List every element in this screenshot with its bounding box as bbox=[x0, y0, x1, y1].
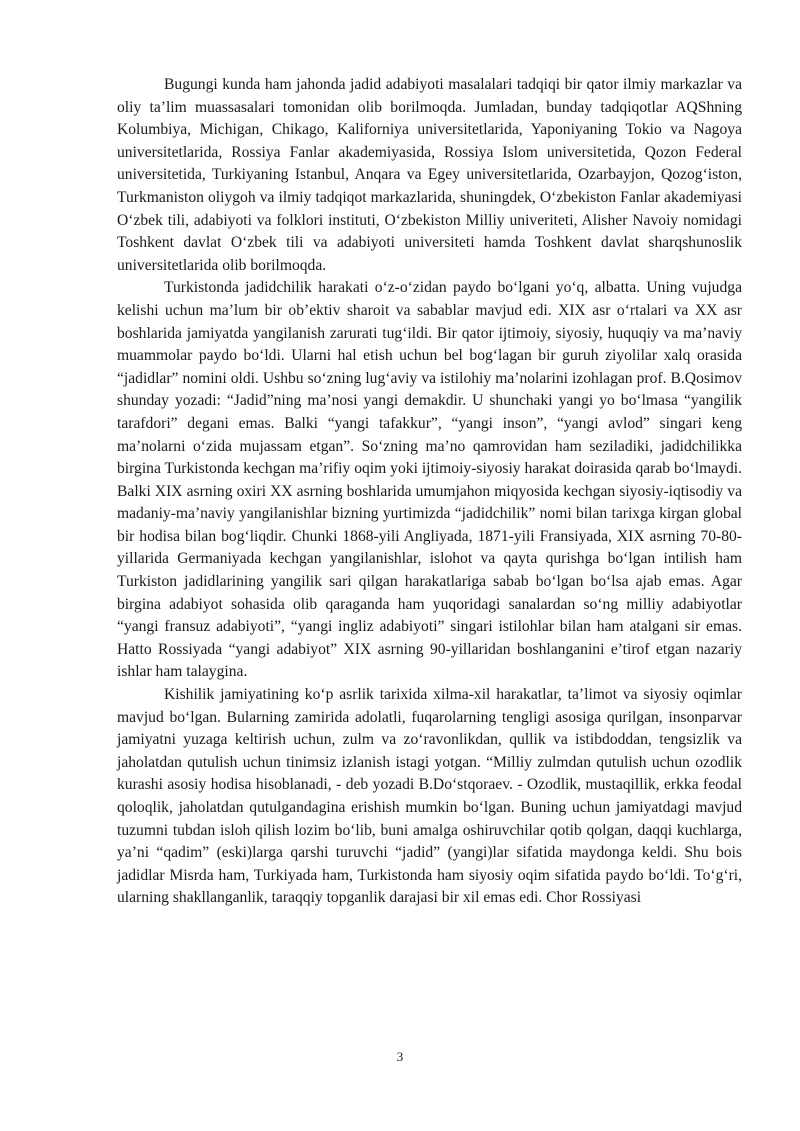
document-body bbox=[117, 74, 742, 910]
paragraph-2: Turkistonda jadidchilik harakati o‘z-o‘zidan paydo bo‘lgani yo‘q, albatta. Uning vujudga kelishi uchun ma’lum bir ob’ektiv sharoit va sabablar mavjud edi. XIX asr o‘rtalari va XX asr boshlarida jamiyatda yangilanish zarurati tug‘ildi. Bir qator ijtimoiy, siyosiy, huquqiy va ma’naviy muammolar paydo bo‘ldi. Ularni hal etish uchun bel bog‘lagan bir guruh ziyolilar xalq orasida “jadidlar” nomini oldi. Ushbu so‘zning lug‘aviy va istilohiy ma’nolarini izohlagan prof. B.Qosimov shunday yozadi: “Jadid”ning ma’nosi yangi demakdir. U shunchaki yangi yo bo‘lmasa “yangilik tarafdori” degani emas. Balki “yangi tafakkur”, “yangi inson”, “yangi avlod” singari keng ma’nolarni o‘zida mujassam etgan”. So‘zning ma’no qamrovidan ham seziladiki, jadidchilikka birgina Turkistonda kechgan ma’rifiy oqim yoki ijtimoiy-siyosiy harakat doirasida qarab bo‘lmaydi. Balki XIX asrning oxiri XX asrning boshlarida umumjahon miqyosida kechgan siyosiy-iqtisodiy va madaniy-ma’naviy yangilanishlar bizning yurtimizda “jadidchilik” nomi bilan tarixga kirgan global bir hodisa bilan bog‘liqdir. Chunki 1868-yili Angliyada, 1871-yili Fransiyada, XIX asrning 70-80-yillarida Germaniyada kechgan yangilanishlar, islohot va qayta qurishga bo‘lgan intilish ham Turkiston jadidlarining yangilik sari qilgan harakatlariga sabab bo‘lgan bo‘lsa ajab emas. Agar birgina adabiyot sohasida olib qaraganda ham yuqoridagi sanalardan so‘ng milliy adabiyotlar “yangi fransuz adabiyoti”, “yangi ingliz adabiyoti” singari istilohlar bilan ham atalgani sir emas. Hatto Rossiyada “yangi adabiyot” XIX asrning 90-yillaridan boshlanganini e’tirof etgan nazariy ishlar ham talaygina. bbox=[117, 279, 742, 681]
page-number: 3 bbox=[396, 1049, 404, 1064]
paragraph-1: Bugungi kunda ham jahonda jadid adabiyoti masalalari tadqiqi bir qator ilmiy markazlar va oliy ta’lim muassasalari tomonidan olib borilmoqda. Jumladan, bunday tadqiqotlar AQShning Kolumbiya, Michigan, Chikago, Kaliforniya universitetlarida, Yaponiyaning Tokio va Nagoya universitetlarida, Rossiya Fanlar akademiyasida, Rossiya Islom universitetida, Qozon Federal universitetida, Turkiyaning Istanbul, Anqara va Egey universitetlarida, Ozarbayjon, Qozog‘iston, Turkmaniston oliygoh va ilmiy tadqiqot markazlarida, shuningdek, O‘zbekiston Fanlar akademiyasi O‘zbek tili, adabiyoti va folklori instituti, O‘zbekiston Milliy univeriteti, Alisher Navoiy nomidagi Toshkent davlat O‘zbek tili va adabiyoti universiteti hamda Toshkent davlat sharqshunoslik universitetlarida olib borilmoqda. bbox=[117, 76, 742, 274]
paragraph-3: Kishilik jamiyatining ko‘p asrlik tarixida xilma-xil harakatlar, ta’limot va siyosiy oqimlar mavjud bo‘lgan. Bularning zamirida adolatli, fuqarolarning tengligi asosiga qurilgan, insonparvar jamiyatni yuzaga keltirish uchun, zulm va zo‘ravonlikdan, qullik va istibdoddan, tengsizlik va jaholatdan qutulish uchun tinimsiz izlanish istagi yotgan. “Milliy zulmdan qutulish uchun ozodlik kurashi asosiy hodisa hisoblanadi, - deb yozadi B.Do‘stqoraev. - Ozodlik, mustaqillik, erkka feodal qoloqlik, jaholatdan qutulgandagina erishish mumkin bo‘lgan. Buning uchun jamiyatdagi mavjud tuzumni tubdan isloh qilish lozim bo‘lib, buni amalga oshiruvchilar qotib qolgan, daqqi kuchlarga, ya’ni “qadim” (eski)larga qarshi turuvchi “jadid” (yangi)lar sifatida maydonga keldi. Shu bois jadidlar Misrda ham, Turkiyada ham, Turkistonda ham siyosiy oqim sifatida paydo bo‘ldi. To‘g‘ri, ularning shakllanganlik, taraqqiy topganlik darajasi bir xil emas edi. Chor Rossiyasi bbox=[117, 686, 742, 907]
